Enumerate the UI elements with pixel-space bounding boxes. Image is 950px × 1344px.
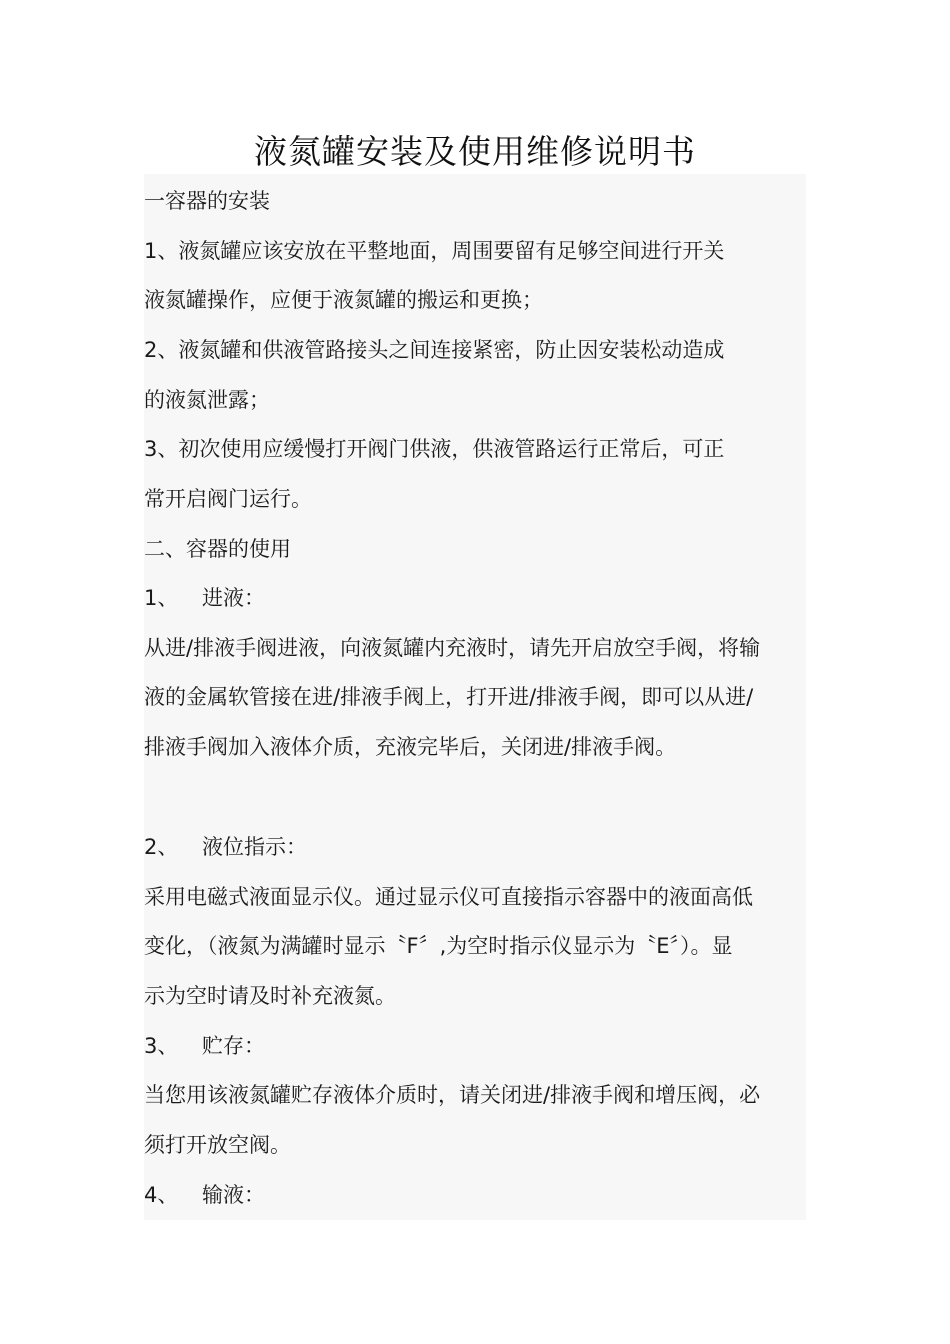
use-item-3-label: 贮存： [202, 1034, 265, 1058]
install-heading: 一容器的安装 [144, 189, 270, 213]
use-item-3-line-2: 须打开放空阀。 [144, 1133, 291, 1157]
install-item-1-line-2: 液氮罐操作，应便于液氮罐的搬运和更换； [144, 288, 543, 312]
use-item-3-number: 3、 [144, 1034, 179, 1058]
use-item-2-line-2: 变化，（液氮为满罐时显示〝F〞,为空时指示仪显示为〝E〞）。显 [144, 934, 733, 958]
document-body [144, 174, 806, 1220]
use-item-2-heading [144, 832, 806, 862]
use-item-1-number: 1、 [144, 586, 179, 610]
install-item-2-line-1: 2、液氮罐和供液管路接头之间连接紧密，防止因安装松动造成 [144, 338, 725, 362]
use-item-1-line-2: 液的金属软管接在进/排液手阀上，打开进/排液手阀，即可以从进/ [144, 685, 754, 709]
install-item-3-line-2: 常开启阀门运行。 [144, 487, 312, 511]
install-item-2-line-2: 的液氮泄露； [144, 388, 270, 412]
document-title: 液氮罐安装及使用维修说明书 [254, 132, 696, 171]
use-item-3-line-1: 当您用该液氮罐贮存液体介质时，请关闭进/排液手阀和增压阀，必 [144, 1083, 761, 1107]
use-item-4-number: 4、 [144, 1183, 179, 1207]
use-item-2-line-3: 示为空时请及时补充液氮。 [144, 984, 396, 1008]
use-item-1-heading [144, 583, 806, 613]
use-item-4-heading [144, 1180, 806, 1210]
use-heading: 二、容器的使用 [144, 537, 291, 561]
use-item-2-line-1: 采用电磁式液面显示仪。通过显示仪可直接指示容器中的液面高低 [144, 885, 753, 909]
use-item-2-label: 液位指示： [202, 835, 307, 859]
install-item-1-line-1: 1、液氮罐应该安放在平整地面，周围要留有足够空间进行开关 [144, 239, 725, 263]
use-item-2-number: 2、 [144, 835, 179, 859]
use-item-1-line-1: 从进/排液手阀进液，向液氮罐内充液时，请先开启放空手阀，将输 [144, 636, 761, 660]
use-item-3-heading [144, 1031, 806, 1061]
use-item-1-line-3: 排液手阀加入液体介质，充液完毕后，关闭进/排液手阀。 [144, 735, 677, 759]
use-item-4-label: 输液： [202, 1183, 265, 1207]
install-item-3-line-1: 3、初次使用应缓慢打开阀门供液，供液管路运行正常后，可正 [144, 437, 725, 461]
use-item-1-label: 进液： [202, 586, 265, 610]
